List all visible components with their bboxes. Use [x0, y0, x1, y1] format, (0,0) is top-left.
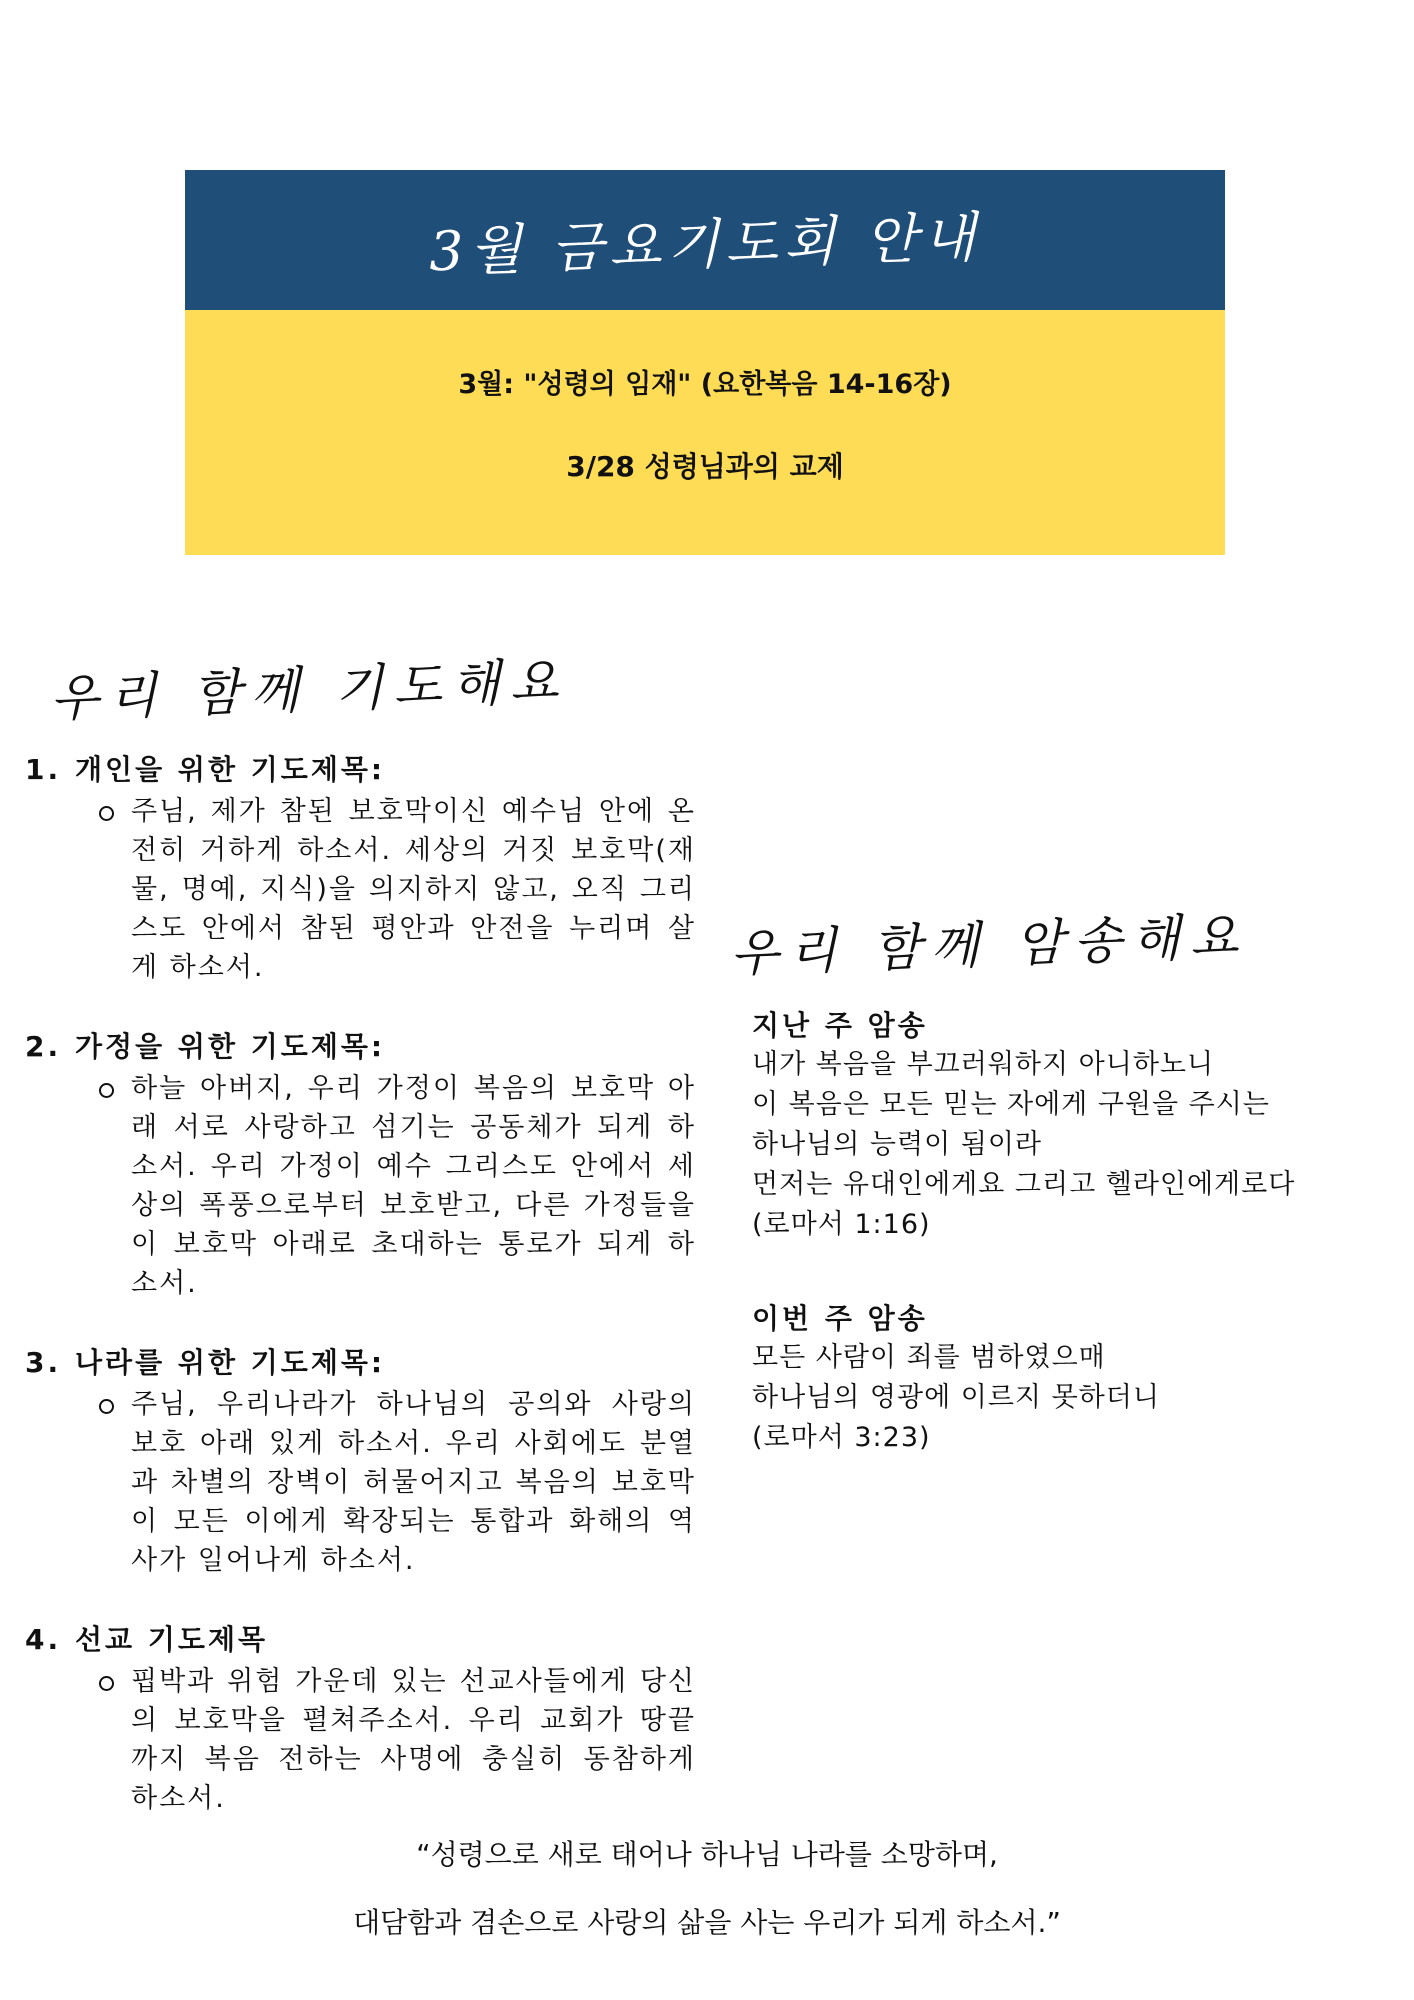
prayer-item-nation: [25, 1345, 715, 1580]
verse-line: 이 복음은 모든 믿는 자에게 구원을 주시는: [752, 1089, 1270, 1120]
bullet-icon: [99, 1676, 114, 1691]
prayer-heading: 우리 함께 기도해요: [49, 651, 570, 729]
monthly-theme: 3월: "성령의 임재" (요한복음 14-16장): [458, 369, 952, 400]
prayer-text: 핍박과 위험 가운데 있는 선교사들에게 당신의 보호막을 펼쳐주소서. 우리 교회가 땅끝까지 복음 전하는 사명에 충실히 동참하게 하소서.: [131, 1666, 696, 1814]
bullet-icon: [99, 806, 114, 821]
prayer-item-personal: [25, 752, 715, 987]
date-topic: 3/28 성령님과의 교제: [566, 450, 844, 483]
prayer-item-family: [25, 1029, 715, 1303]
closing-prayer-line-2: 대담함과 겸손으로 사랑의 삶을 사는 우리가 되게 하소서.”: [353, 1906, 1061, 1939]
bullet-icon: [99, 1399, 114, 1414]
prayer-number: 1.: [25, 753, 62, 786]
prayer-text: 주님, 제가 참된 보호막이신 예수님 안에 온전히 거하게 하소서. 세상의 거짓 보호막(재물, 명예, 지식)을 의지하지 않고, 오직 그리스도 안에서 참된 평안과 안전을 누리며 살게 하소서.: [131, 796, 696, 983]
prayer-item-mission: [25, 1622, 715, 1818]
closing-prayer-line-1: “성령으로 새로 태어나 하나님 나라를 소망하며,: [416, 1838, 998, 1871]
verse-line: 먼저는 유대인에게요 그리고 헬라인에게로다: [752, 1169, 1296, 1200]
verse-line: 모든 사람이 죄를 범하였으매: [752, 1342, 1106, 1373]
this-week-verse: [752, 1300, 1392, 1458]
prayer-title: 가정을 위한 기도제목:: [75, 1030, 386, 1063]
verse-reference: (로마서 3:23): [752, 1422, 931, 1453]
prayer-number: 2.: [25, 1030, 62, 1063]
prayer-list: [25, 752, 715, 1860]
prayer-text: 하늘 아버지, 우리 가정이 복음의 보호막 아래 서로 사랑하고 섬기는 공동체가 되게 하소서. 우리 가정이 예수 그리스도 안에서 세상의 폭풍으로부터 보호받고, 다른 가정들을 이 보호막 아래로 초대하는 통로가 되게 하소서.: [131, 1073, 696, 1299]
prayer-title: 나라를 위한 기도제목:: [75, 1346, 386, 1379]
last-week-title: 지난 주 암송: [752, 1009, 928, 1042]
prayer-title: 선교 기도제목: [75, 1623, 269, 1656]
verse-reference: (로마서 1:16): [752, 1209, 931, 1240]
prayer-number: 4.: [25, 1623, 62, 1656]
bullet-icon: [99, 1083, 114, 1098]
verse-line: 하나님의 능력이 됨이라: [752, 1129, 1042, 1160]
this-week-title: 이번 주 암송: [752, 1302, 928, 1335]
prayer-text: 주님, 우리나라가 하나님의 공의와 사랑의 보호 아래 있게 하소서. 우리 사회에도 분열과 차별의 장벽이 허물어지고 복음의 보호막이 모든 이에게 확장되는 통합과 화해의 역사가 일어나게 하소서.: [131, 1389, 696, 1576]
memory-heading: 우리 함께 암송해요: [729, 906, 1250, 984]
verse-line: 내가 복음을 부끄러워하지 아니하노니: [752, 1049, 1215, 1080]
header-banner: [185, 170, 1225, 310]
memory-verses: [752, 1007, 1392, 1513]
header-info-box: [185, 310, 1225, 555]
prayer-title: 개인을 위한 기도제목:: [75, 753, 386, 786]
page-title: 3월 금요기도회 안내: [428, 205, 982, 283]
verse-line: 하나님의 영광에 이르지 못하더니: [752, 1382, 1160, 1413]
prayer-number: 3.: [25, 1346, 62, 1379]
last-week-verse: [752, 1007, 1392, 1245]
